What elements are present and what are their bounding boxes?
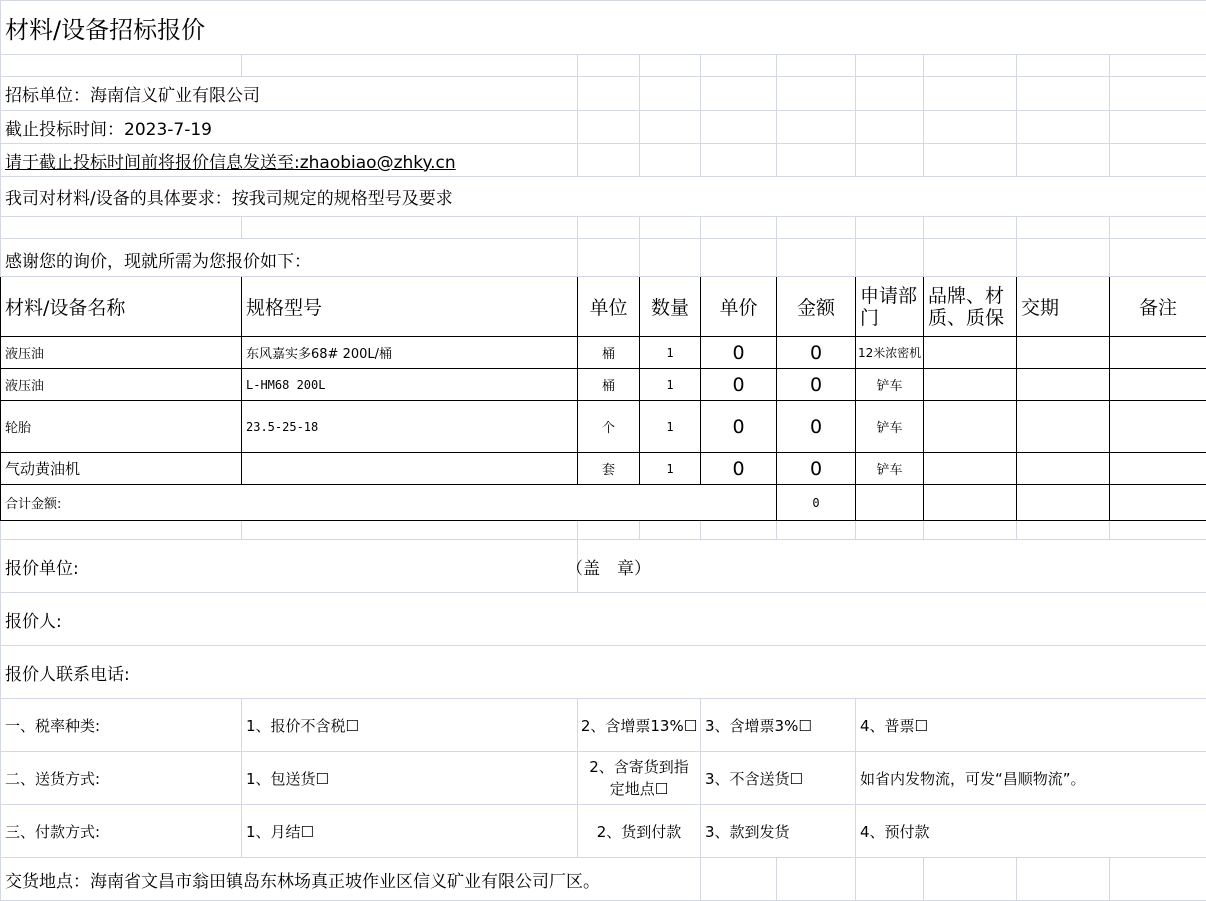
row-unit[interactable]: 桶 [578,337,640,369]
delivery-place[interactable]: 交货地点：海南省文昌市翁田镇岛东林场真正坡作业区信义矿业有限公司厂区。 [1,858,701,901]
row-name[interactable]: 液压油 [1,369,242,401]
empty-cell[interactable] [578,239,640,277]
empty-cell[interactable] [856,217,924,239]
option-2[interactable]: 2、含增票13%☐ [578,699,701,752]
row-remark[interactable] [1110,401,1206,453]
row-price[interactable]: 0 [701,401,777,453]
option-row [1,699,1206,752]
empty-cell[interactable] [1110,111,1206,144]
option-1[interactable]: 1、月结☐ [242,805,578,858]
empty-cell[interactable] [1110,217,1206,239]
empty-cell[interactable] [1110,77,1206,111]
empty-cell[interactable] [1017,217,1110,239]
empty-cell[interactable] [578,111,640,144]
empty-cell[interactable] [924,55,1017,77]
row-delivery[interactable] [1017,337,1110,369]
option-label[interactable]: 一、税率种类: [1,699,242,752]
option-2[interactable]: 2、货到付款 [578,805,701,858]
total-label[interactable]: 合计金额: [1,485,777,521]
row-spec[interactable]: L-HM68 200L [242,369,578,401]
empty-cell[interactable] [701,521,777,540]
empty-cell[interactable] [856,144,924,177]
empty-cell[interactable] [1110,239,1206,277]
row-amount[interactable]: 0 [777,369,856,401]
empty-cell[interactable] [1110,485,1206,521]
row-name[interactable]: 气动黄油机 [1,453,242,485]
row-dept[interactable]: 铲车 [856,401,924,453]
total-row [1,485,1206,521]
row-dept[interactable]: 铲车 [856,369,924,401]
empty-cell[interactable] [1110,55,1206,77]
header-spec[interactable]: 规格型号 [242,277,578,337]
row-amount[interactable]: 0 [777,453,856,485]
row-name[interactable]: 轮胎 [1,401,242,453]
empty-cell[interactable] [856,77,924,111]
row-price[interactable]: 0 [701,337,777,369]
row-brand[interactable] [924,369,1017,401]
header-unit[interactable]: 单位 [578,277,640,337]
total-value[interactable]: 0 [777,485,856,521]
row-price[interactable]: 0 [701,453,777,485]
row-qty[interactable]: 1 [640,453,701,485]
option-4[interactable]: 4、普票☐ [856,699,1206,752]
empty-cell[interactable] [924,144,1017,177]
page-title: 材料/设备招标报价 [1,1,1206,55]
quote-unit-label[interactable]: 报价单位: [1,540,578,593]
empty-cell[interactable] [1017,239,1110,277]
empty-cell[interactable] [924,485,1017,521]
empty-cell[interactable] [701,144,777,177]
row-delivery[interactable] [1017,453,1110,485]
option-label[interactable]: 三、付款方式: [1,805,242,858]
row-brand[interactable] [924,453,1017,485]
row-brand[interactable] [924,337,1017,369]
quote-person-label[interactable]: 报价人: [1,593,1206,646]
empty-cell[interactable] [924,77,1017,111]
table-header-row [1,277,1206,337]
email-note-cell[interactable] [1,144,578,177]
header-delivery[interactable]: 交期 [1017,277,1110,337]
empty-cell[interactable] [701,239,777,277]
header-amount[interactable]: 金额 [777,277,856,337]
row-dept[interactable]: 铲车 [856,453,924,485]
empty-cell[interactable] [701,111,777,144]
row-name[interactable]: 液压油 [1,337,242,369]
empty-cell[interactable] [856,485,924,521]
header-name[interactable]: 材料/设备名称 [1,277,242,337]
option-1[interactable]: 1、报价不含税☐ [242,699,578,752]
row-spec[interactable]: 23.5-25-18 [242,401,578,453]
row-qty[interactable]: 1 [640,369,701,401]
row-unit[interactable]: 桶 [578,369,640,401]
row-qty[interactable]: 1 [640,337,701,369]
seal-cell[interactable] [578,540,1206,593]
header-dept[interactable]: 申请部门 [856,277,924,337]
empty-cell[interactable] [640,144,701,177]
empty-cell[interactable] [924,239,1017,277]
empty-cell[interactable] [701,55,777,77]
empty-cell[interactable] [856,521,924,540]
option-1[interactable]: 1、包送货☐ [242,752,578,805]
empty-cell[interactable] [1,521,242,540]
option-row [1,805,1206,858]
empty-cell[interactable] [1017,858,1110,901]
empty-cell[interactable] [856,858,924,901]
row-remark[interactable] [1110,453,1206,485]
empty-cell[interactable] [856,239,924,277]
row-amount[interactable]: 0 [777,337,856,369]
empty-cell[interactable] [1110,521,1206,540]
table-row [1,453,1206,485]
empty-cell[interactable] [1017,111,1110,144]
empty-cell[interactable] [640,239,701,277]
empty-cell[interactable] [1017,485,1110,521]
quote-phone-label[interactable]: 报价人联系电话: [1,646,1206,699]
row-price[interactable]: 0 [701,369,777,401]
empty-cell[interactable] [777,858,856,901]
requirement-cell[interactable]: 我司对材料/设备的具体要求：按我司规定的规格型号及要求 [1,177,1206,217]
empty-cell[interactable] [640,111,701,144]
empty-cell[interactable] [856,55,924,77]
row-qty[interactable]: 1 [640,401,701,453]
empty-cell[interactable] [924,111,1017,144]
empty-cell[interactable] [578,521,640,540]
empty-cell[interactable] [242,521,578,540]
option-2[interactable]: 2、含寄货到指定地点☐ [578,752,701,805]
empty-cell[interactable] [1110,144,1206,177]
row-spec[interactable] [242,453,578,485]
empty-cell[interactable] [701,217,777,239]
empty-cell[interactable] [777,77,856,111]
table-row [1,401,1206,453]
empty-cell[interactable] [777,217,856,239]
empty-cell[interactable] [1017,77,1110,111]
option-3[interactable]: 3、含增票3%☐ [701,699,856,752]
empty-cell[interactable] [640,217,701,239]
empty-cell[interactable] [777,239,856,277]
empty-cell[interactable] [777,144,856,177]
empty-cell[interactable] [924,858,1017,901]
row-brand[interactable] [924,401,1017,453]
empty-cell[interactable] [924,521,1017,540]
row-amount[interactable]: 0 [777,401,856,453]
row-delivery[interactable] [1017,369,1110,401]
header-brand[interactable]: 品牌、材质、质保 [924,277,1017,337]
empty-cell[interactable] [578,55,640,77]
bidder-cell[interactable]: 招标单位：海南信义矿业有限公司 [1,77,578,111]
empty-cell[interactable] [578,217,640,239]
empty-cell[interactable] [701,858,777,901]
header-qty[interactable]: 数量 [640,277,701,337]
row-delivery[interactable] [1017,401,1110,453]
table-row [1,369,1206,401]
empty-cell[interactable] [640,77,701,111]
header-price[interactable]: 单价 [701,277,777,337]
empty-cell[interactable] [578,77,640,111]
row-unit[interactable]: 套 [578,453,640,485]
option-4[interactable]: 4、预付款 [856,805,1206,858]
empty-cell[interactable] [1,55,242,77]
empty-cell[interactable] [1017,55,1110,77]
header-remark[interactable]: 备注 [1110,277,1206,337]
email-note-link[interactable]: 请于截止投标时间前将报价信息发送至:zhaobiao@zhky.cn [5,153,456,173]
seal-text: （盖 章） [566,559,651,579]
empty-cell[interactable] [640,55,701,77]
thanks-cell[interactable]: 感谢您的询价，现就所需为您报价如下： [1,239,578,277]
deadline-cell[interactable]: 截止投标时间：2023-7-19 [1,111,578,144]
row-spec[interactable]: 东风嘉实多68# 200L/桶 [242,337,578,369]
empty-cell[interactable] [640,521,701,540]
empty-cell[interactable] [777,521,856,540]
empty-cell[interactable] [242,55,578,77]
empty-cell[interactable] [777,111,856,144]
empty-cell[interactable] [924,217,1017,239]
empty-cell[interactable] [1,217,242,239]
empty-cell[interactable] [856,111,924,144]
empty-cell[interactable] [701,77,777,111]
option-label[interactable]: 二、送货方式: [1,752,242,805]
empty-cell[interactable] [777,55,856,77]
row-remark[interactable] [1110,369,1206,401]
option-3[interactable]: 3、款到发货 [701,805,856,858]
row-remark[interactable] [1110,337,1206,369]
row-unit[interactable]: 个 [578,401,640,453]
option-3[interactable]: 3、不含送货☐ [701,752,856,805]
empty-cell[interactable] [578,144,640,177]
empty-cell[interactable] [1110,858,1206,901]
row-dept[interactable]: 12米浓密机 [856,337,924,369]
table-row [1,337,1206,369]
empty-cell[interactable] [1017,144,1110,177]
option-row [1,752,1206,805]
option-4[interactable]: 如省内发物流，可发“昌顺物流”。 [856,752,1206,805]
empty-cell[interactable] [242,217,578,239]
empty-cell[interactable] [1017,521,1110,540]
